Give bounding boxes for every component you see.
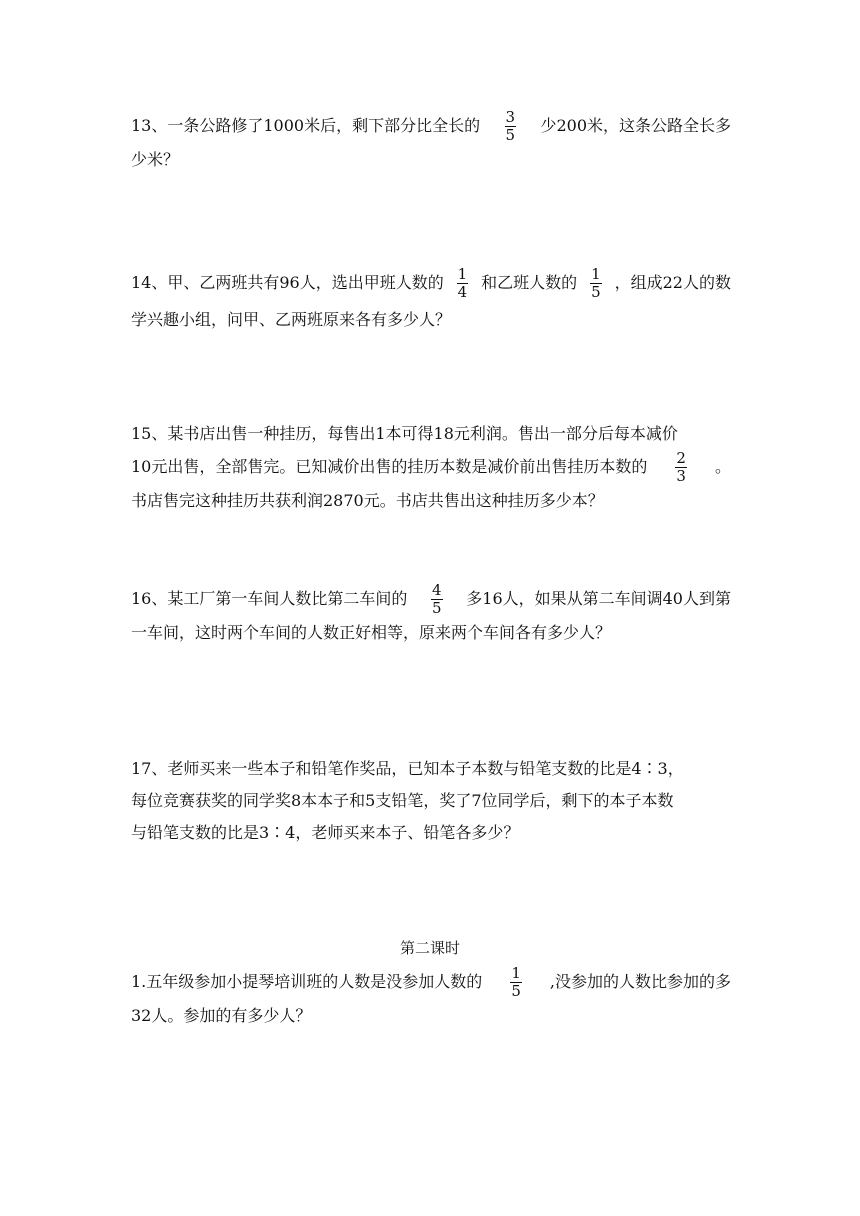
problem-14-text-c: ，组成22人的数 xyxy=(614,273,731,292)
section-question-1-text-a: 1.五年级参加小提琴培训班的人数是没参加人数的 xyxy=(131,972,483,991)
fraction-1-5-second: $\frac{1}{5}$ xyxy=(511,963,521,1000)
problem-13-text-b: 少200米，这条公路全长多 xyxy=(540,116,731,135)
problem-15-text-a: 10元出售，全部售完。已知减价出售的挂历本数是减价前出售挂历本数的 xyxy=(131,457,648,476)
problem-14-line-1 xyxy=(131,263,731,303)
section-question-1-line-2: 32人。参加的有多少人？ xyxy=(131,1006,312,1025)
problem-16-line-2: 一车间，这时两个车间的人数正好相等，原来两个车间各有多少人？ xyxy=(131,623,612,642)
problem-15-line-1: 15、某书店出售一种挂历，每售出1本可得18元利润。售出一部分后每本减价 xyxy=(131,424,678,443)
problem-13-line-2: 少米？ xyxy=(131,150,180,169)
problem-14-text-b: 和乙班人数的 xyxy=(481,273,578,292)
problem-16-text-b: 多16人，如果从第二车间调40人到第 xyxy=(466,589,731,608)
problem-16-text-a: 16、某工厂第一车间人数比第二车间的 xyxy=(131,589,408,608)
problem-14-line-2: 学兴趣小组，问甲、乙两班原来各有多少人？ xyxy=(131,310,452,329)
fraction-2-3: $\frac{2}{3}$ xyxy=(676,448,686,485)
fraction-4-5: $\frac{4}{5}$ xyxy=(432,580,442,617)
section-question-1-text-b: ,没参加的人数比参加的多 xyxy=(549,972,731,991)
problem-13-text-a: 13、一条公路修了1000米后，剩下部分比全长的 xyxy=(131,116,481,135)
problem-15-line-3: 书店售完这种挂历共获利润2870元。书店共售出这种挂历多少本？ xyxy=(131,491,604,510)
problem-17-line-2: 每位竞赛获奖的同学奖8本本子和5支铅笔，奖了7位同学后，剩下的本子本数 xyxy=(131,791,674,810)
fraction-1-4: $\frac{1}{4}$ xyxy=(457,264,468,301)
problem-17-line-1: 17、老师买来一些本子和铅笔作奖品，已知本子本数与铅笔支数的比是4∶3， xyxy=(131,759,684,778)
problem-14-text-a: 14、甲、乙两班共有96人，选出甲班人数的 xyxy=(131,273,444,292)
section-title: 第二课时 xyxy=(399,939,460,957)
fraction-3-5: $\frac{3}{5}$ xyxy=(505,107,516,144)
problem-17-line-3: 与铅笔支数的比是3∶4，老师买来本子、铅笔各多少？ xyxy=(131,823,520,842)
fraction-1-5: $\frac{1}{5}$ xyxy=(591,264,601,301)
problem-15-text-b: 。 xyxy=(714,457,731,476)
